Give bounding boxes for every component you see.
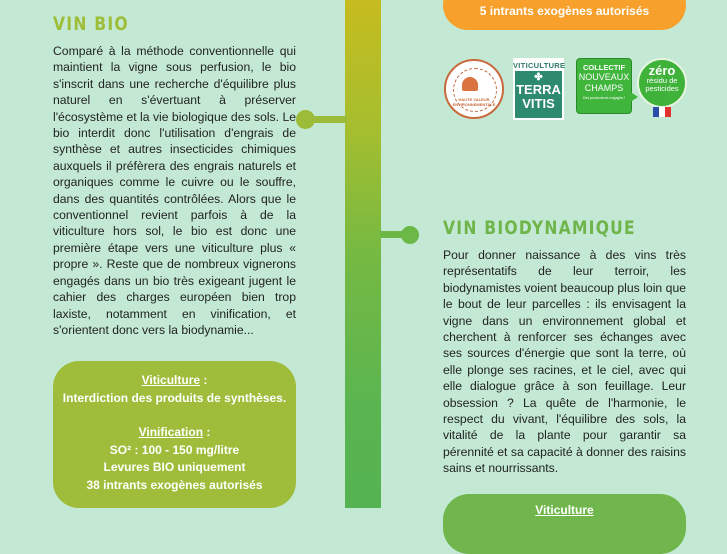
- zero-line1: zéro: [648, 63, 676, 78]
- viticulture-text: Interdiction des produits de synthèses.: [62, 390, 287, 405]
- label-sep: :: [200, 373, 208, 387]
- french-flag-icon: [653, 107, 671, 117]
- conventional-info-box: [443, 0, 686, 30]
- viticulture-label: Viticulture: [535, 503, 594, 517]
- vin-bio-title: VIN BIO: [53, 13, 129, 35]
- vinification-label: Vinification: [138, 425, 204, 439]
- vin-bio-info-box: [53, 361, 296, 508]
- timeline-trunk: [345, 0, 381, 508]
- hve-logo: [444, 59, 504, 119]
- vin-biodynamique-text: Pour donner naissance à des vins très représentatifs de leur terroir, les biodynamistes voient beaucoup plus loin que le bout de leur parcelles : ils envisagent la vigne dans un environnement global et cherchent à renforcer ses échanges avec ses sources d'énergie que sont la terre, où elle plonge ses racines, et le ciel, avec qui elle dialogue grâce à son feuillage. Leur obsession ? La quête de l'harmonie, le respect du vivant, l'équilibre des sols, la vitalité de la plante pour garantir sa pérennité et sa capacité à donner des raisins sains et nourrissants.: [443, 248, 686, 476]
- vin-biodynamique-title: VIN BIODYNAMIQUE: [443, 217, 636, 239]
- cnc-line1: COLLECTIF: [582, 63, 626, 72]
- zero-line3: pesticides: [645, 84, 679, 93]
- zero-residu-logo: [637, 58, 687, 108]
- zero-line2: résidu de: [646, 76, 678, 85]
- timeline-node-biodynamique: [401, 226, 419, 244]
- vinification-line: 38 intrants exogènes autorisés: [86, 477, 263, 492]
- vine-leaf-icon: ✤: [534, 72, 543, 83]
- vin-biodynamique-info-box: [443, 494, 686, 554]
- vinification-line: Levures BIO uniquement: [103, 460, 246, 474]
- timeline-node-bio: [296, 110, 315, 129]
- cnc-line2: NOUVEAUX: [578, 72, 630, 82]
- hve-farm-icon: [462, 77, 478, 91]
- terra-vitis-line2: VITIS: [522, 96, 555, 111]
- viticulture-label: Viticulture: [141, 373, 201, 387]
- certification-logos: [443, 57, 693, 121]
- vin-bio-text: Comparé à la méthode conventionnelle qui maintient la vigne sous perfusion, le bio s'inscrit dans une recherche d'équilibre plus naturel en s'évertuant à préserver l'écosystème et la vie biologique des sols. Le bio interdit donc l'utilisation d'engrais de synthèse et autres insecticides chimiques auxquels il préfèrera des engrais naturels et organiques comme le cuivre ou le souffre, dans des quantités contrôlées. Alors que le conventionnel revient parfois à de la viticulture hors sol, le bio est donc une première étape vers une viticulture plus « propre ». Reste que de nombreux vignerons engagés dans un bio très exigeant jugent le cahier des charges européen bien trop laxiste, notamment en vinification, et s'orientent donc vers la biodynamie...: [53, 44, 296, 337]
- terra-vitis-top: VITICULTURE: [513, 61, 566, 70]
- collectif-nouveaux-champs-logo: [576, 58, 632, 114]
- hve-text: HAUTE VALEUR ENVIRONNEMENTALE: [452, 97, 496, 107]
- info-line: 5 intrants exogènes autorisés: [479, 4, 650, 18]
- terra-vitis-logo: [513, 58, 564, 120]
- speech-bubble-tail-icon: [629, 91, 638, 103]
- vinification-line: SO² : 100 - 150 mg/litre: [109, 442, 240, 457]
- label-sep: :: [203, 425, 211, 439]
- cnc-tagline: Des producteurs engagés !: [582, 96, 626, 100]
- terra-vitis-line1: TERRA: [516, 82, 561, 97]
- cnc-line3: CHAMPS: [584, 83, 624, 93]
